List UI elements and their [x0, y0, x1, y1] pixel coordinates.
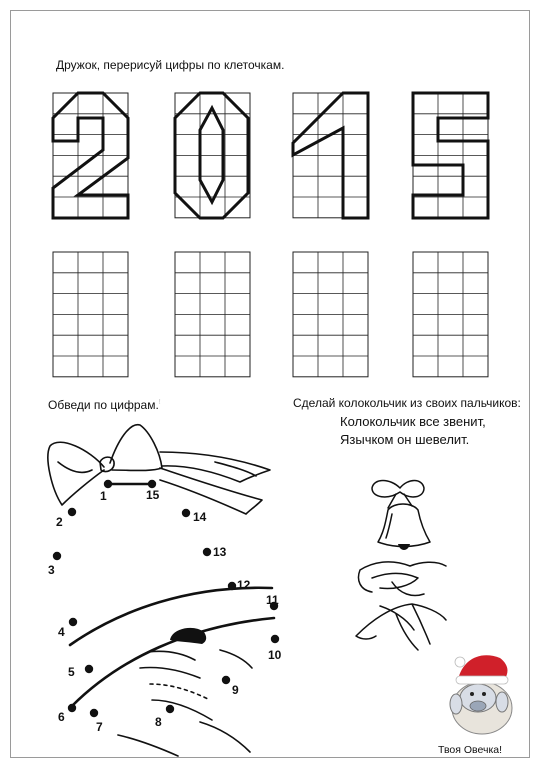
sheep-body [450, 682, 512, 734]
dot-label-8: 8 [155, 715, 162, 729]
poem-line-1: Колокольчик все звенит, [340, 414, 486, 429]
dot-label-5: 5 [68, 665, 75, 679]
sheep-signature: Твоя Овечка! [438, 744, 503, 756]
dot-label-12: 12 [237, 578, 251, 592]
trace-mark: ! [158, 399, 161, 406]
dot-label-9: 9 [232, 683, 239, 697]
santa-hat [455, 655, 508, 684]
dot-label-4: 4 [58, 625, 65, 639]
dot-label-14: 14 [193, 510, 207, 524]
instruction-trace-numbers: Обведи по цифрам.! [48, 398, 161, 412]
dot-label-6: 6 [58, 710, 65, 724]
dot-label-10: 10 [268, 648, 282, 662]
dot-label-1: 1 [100, 489, 107, 503]
dot-label-2: 2 [56, 515, 63, 529]
instruction-finger-bell: Сделай колокольчик из своих пальчиков: [293, 396, 521, 410]
dot-label-7: 7 [96, 720, 103, 734]
dot-label-13: 13 [213, 545, 227, 559]
poem-line-2: Язычком он шевелит. [340, 432, 470, 447]
dot-label-3: 3 [48, 563, 55, 577]
instruction-copy-digits: Дружок, перерисуй цифры по клеточкам. [56, 58, 285, 72]
dot-label-11: 11 [266, 593, 279, 607]
dot-label-15: 15 [146, 488, 160, 502]
